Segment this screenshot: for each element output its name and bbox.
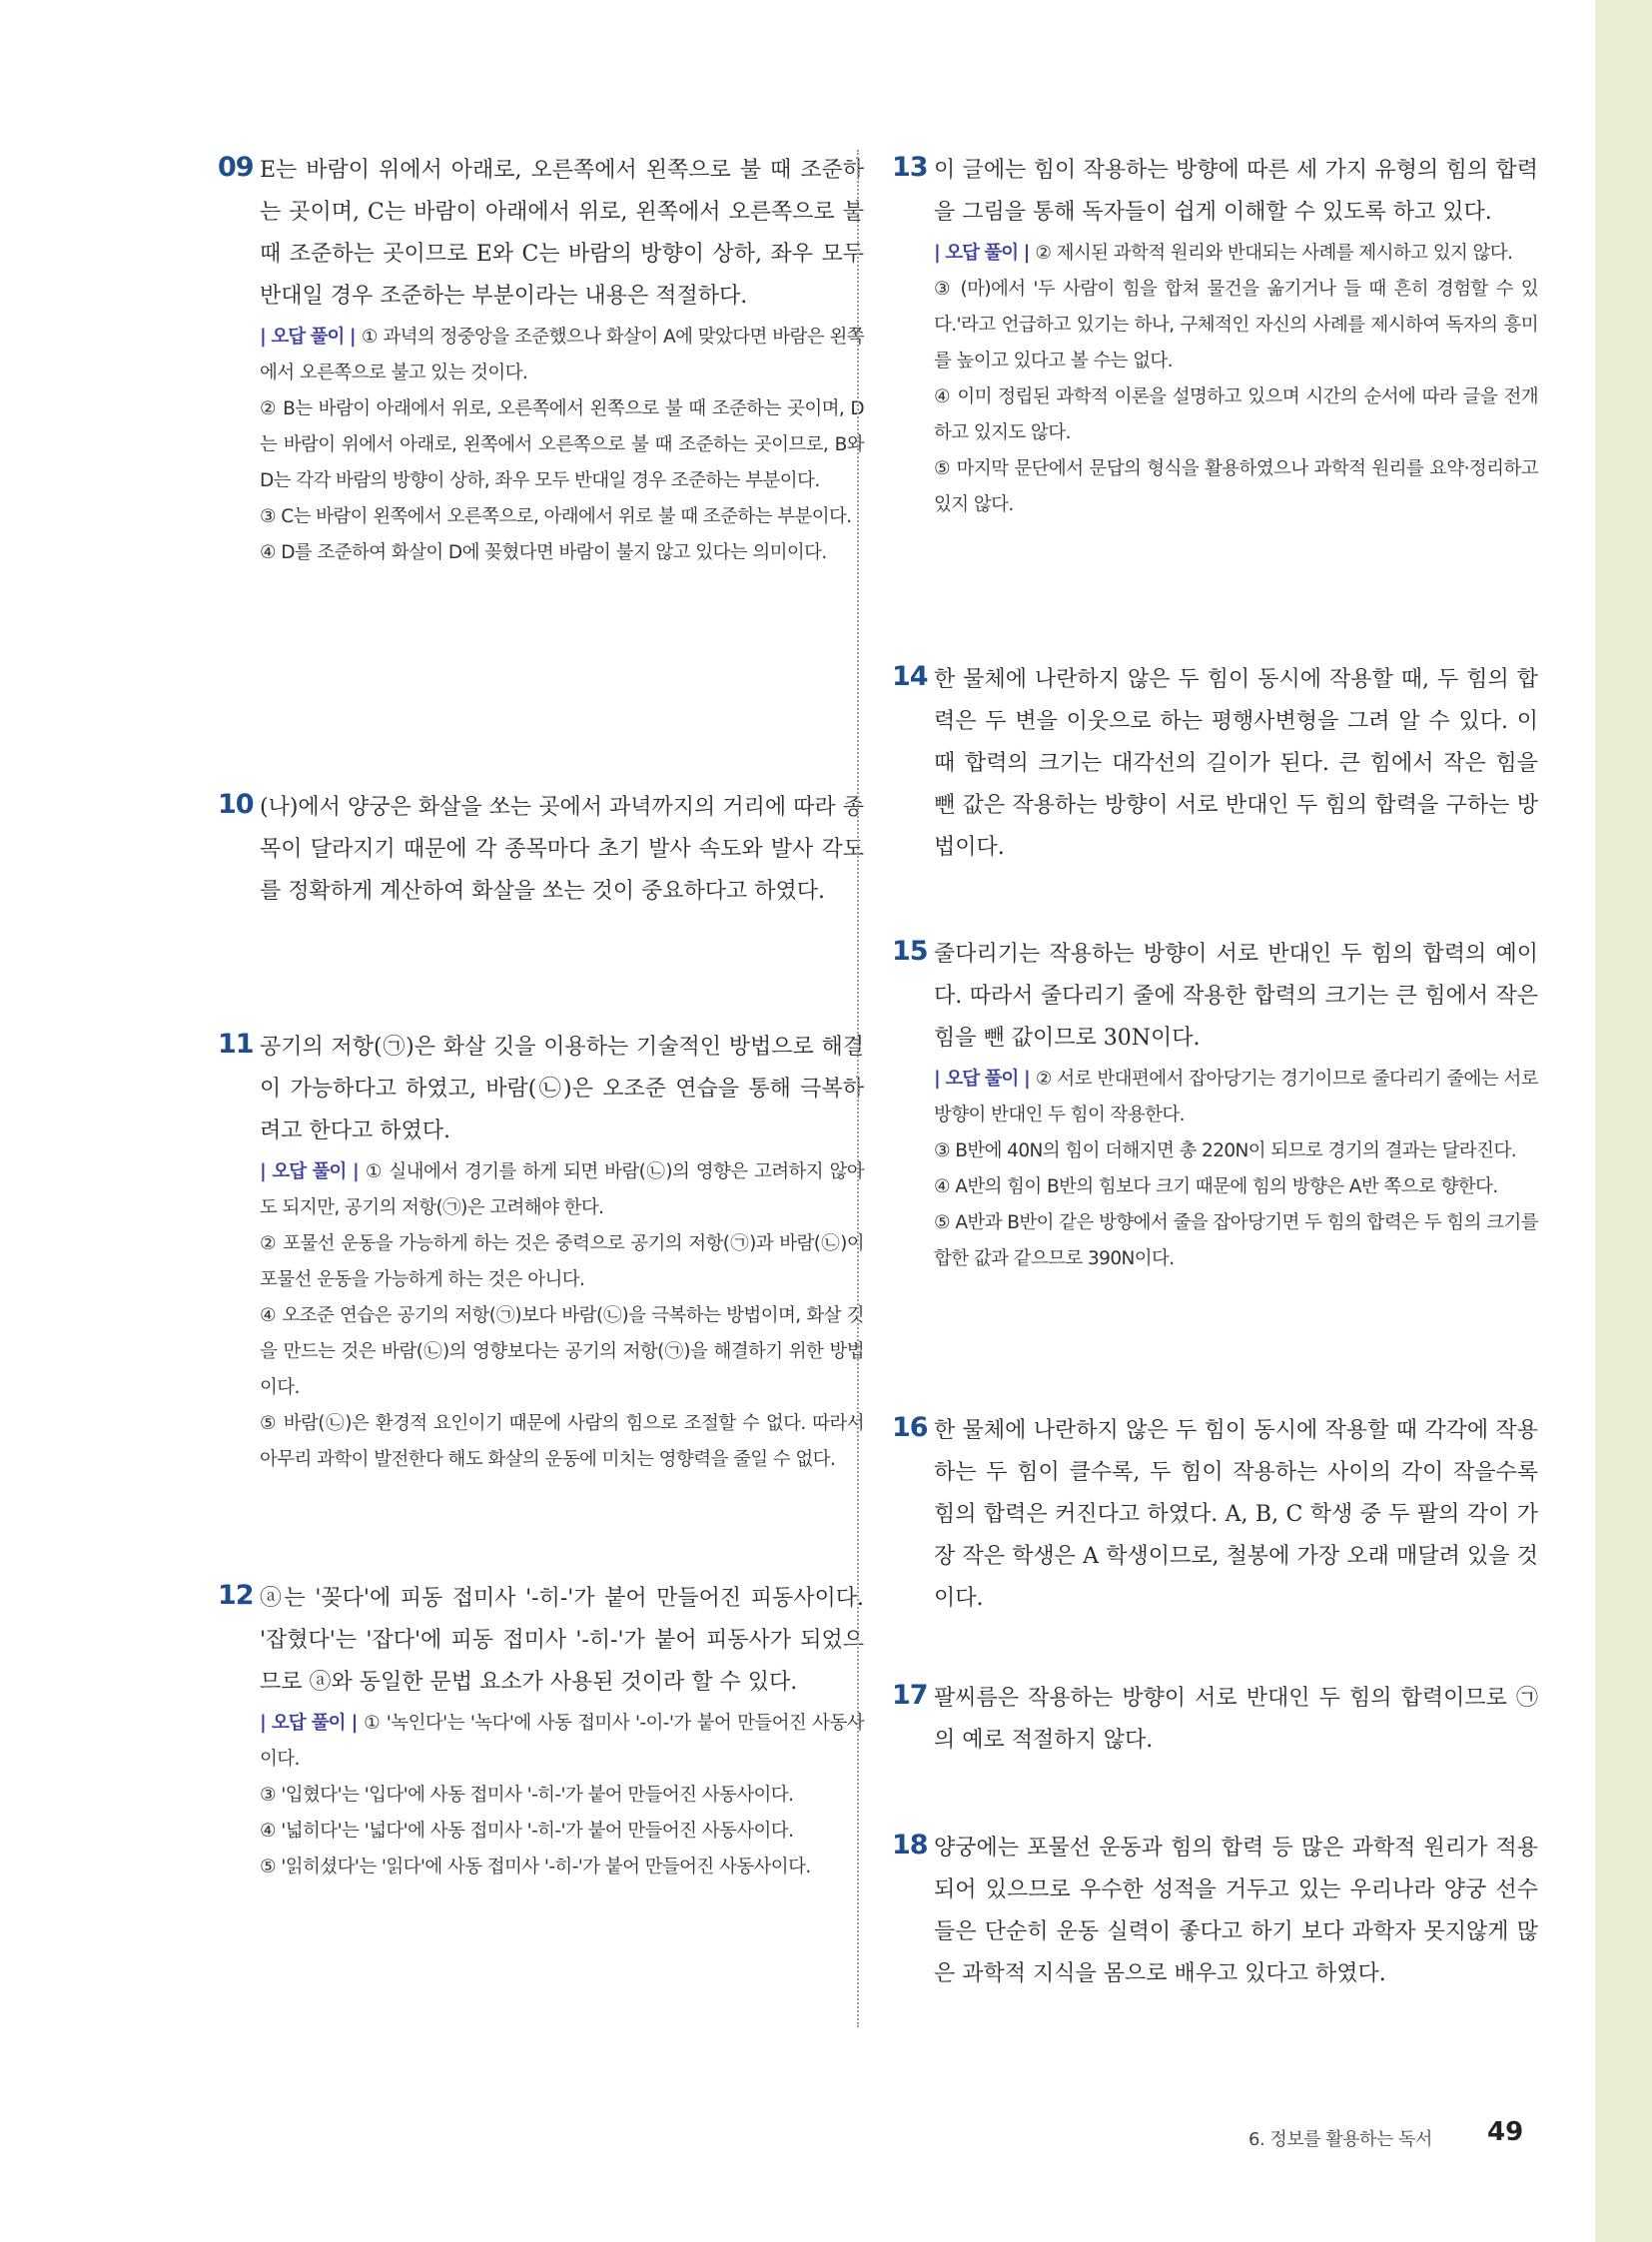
wrong-answer-label: | 오답 풀이 |	[260, 327, 356, 348]
question-number: 14	[892, 661, 928, 692]
wrong-note: ④ A반의 힘이 B반의 힘보다 크기 때문에 힘의 방향은 A반 쪽으로 향한다.	[934, 1176, 1498, 1197]
answer-14	[892, 659, 1538, 869]
wrong-note: ② B는 바람이 아래에서 위로, 오른쪽에서 왼쪽으로 불 때 조준하는 곳이며, D는 바람이 위에서 아래로, 왼쪽에서 오른쪽으로 불 때 조준하는 곳이므로, B와 D는 각각 바람의 방향이 상하, 좌우 모두 반대일 경우 조준하는 부분이다.	[260, 398, 864, 491]
wrong-note: ④ 이미 정립된 과학적 이론을 설명하고 있으며 시간의 순서에 따라 글을 전개하고 있지도 않다.	[934, 386, 1538, 443]
question-number: 11	[218, 1029, 254, 1060]
column-divider	[857, 150, 859, 2027]
wrong-note: ⑤ A반과 B반이 같은 방향에서 줄을 잡아당기면 두 힘의 합력은 두 힘의 크기를 합한 값과 같으므로 390N이다.	[934, 1212, 1538, 1269]
wrong-note: ④ 오조준 연습은 공기의 저항(㉠)보다 바람(㉡)을 극복하는 방법이며, 화살 깃을 만드는 것은 바람(㉡)의 영향보다는 공기의 저항(㉠)을 해결하기 위한 방법이다.	[260, 1305, 864, 1398]
question-number: 17	[892, 1680, 928, 1711]
answer-09	[218, 150, 864, 571]
answer-explanation: ⓐ는 '꽂다'에 피동 접미사 '-히-'가 붙어 만들어진 피동사이다. '잡혔다'는 '잡다'에 피동 접미사 '-히-'가 붙어 피동사가 되었으므로 ⓐ와 동일한 문법 요소가 사용된 것이라 할 수 있다.	[260, 1586, 864, 1695]
question-number: 13	[892, 152, 928, 183]
answer-12	[218, 1578, 864, 1885]
answer-17	[892, 1678, 1538, 1762]
answer-explanation: 한 물체에 나란하지 않은 두 힘이 동시에 작용할 때, 두 힘의 합력은 두 변을 이웃으로 하는 평행사변형을 그려 알 수 있다. 이때 합력의 크기는 대각선의 길이가 된다. 큰 힘에서 작은 힘을 뺀 값은 작용하는 방향이 서로 반대인 두 힘의 합력을 구하는 방법이다.	[934, 667, 1538, 860]
answer-explanation: 이 글에는 힘이 작용하는 방향에 따른 세 가지 유형의 힘의 합력을 그림을 통해 독자들이 쉽게 이해할 수 있도록 하고 있다.	[934, 158, 1538, 225]
wrong-note: ③ (마)에서 '두 사람이 힘을 합쳐 물건을 옮기거나 들 때 흔히 경험할 수 있다.'라고 언급하고 있기는 하나, 구체적인 자신의 사례를 제시하여 독자의 흥미를 높이고 있다고 볼 수는 없다.	[934, 279, 1538, 372]
question-number: 18	[892, 1830, 928, 1861]
wrong-note: | 오답 풀이 | ① 실내에서 경기를 하게 되면 바람(㉡)의 영향은 고려하지 않아도 되지만, 공기의 저항(㉠)은 고려해야 한다.	[260, 1161, 864, 1218]
question-number: 15	[892, 936, 928, 967]
answer-15	[892, 934, 1538, 1277]
wrong-answer-label: | 오답 풀이 |	[934, 243, 1030, 264]
answer-16	[892, 1410, 1538, 1620]
wrong-note: ③ B반에 40N의 힘이 더해지면 총 220N이 되므로 경기의 결과는 달라진다.	[934, 1140, 1516, 1161]
wrong-note: ⑤ 마지막 문단에서 문답의 형식을 활용하였으나 과학적 원리를 요약·정리하고 있지 않다.	[934, 458, 1538, 515]
wrong-note: ③ '입혔다'는 '입다'에 사동 접미사 '-히-'가 붙어 만들어진 사동사이다.	[260, 1785, 794, 1806]
answer-explanation: 양궁에는 포물선 운동과 힘의 합력 등 많은 과학적 원리가 적용되어 있으므로 우수한 성적을 거두고 있는 우리나라 양궁 선수들은 단순히 운동 실력이 좋다고 하기 보다 과학자 못지않게 많은 과학적 지식을 몸으로 배우고 있다고 하였다.	[934, 1836, 1538, 1986]
page-number: 49	[1487, 2117, 1524, 2147]
wrong-answer-notes	[934, 1062, 1538, 1277]
wrong-note: ⑤ '읽히셨다'는 '읽다'에 사동 접미사 '-히-'가 붙어 만들어진 사동사이다.	[260, 1857, 811, 1877]
answer-explanation: 팔씨름은 작용하는 방향이 서로 반대인 두 힘의 합력이므로 ㉠의 예로 적절하지 않다.	[934, 1686, 1538, 1753]
footer-section-title: 6. 정보를 활용하는 독서	[1248, 2129, 1432, 2150]
wrong-answer-label: | 오답 풀이 |	[934, 1069, 1030, 1090]
side-color-band	[1595, 0, 1652, 2242]
answer-explanation: 한 물체에 나란하지 않은 두 힘이 동시에 작용할 때 각각에 작용하는 두 힘이 클수록, 두 힘이 작용하는 사이의 각이 작을수록 힘의 합력은 커진다고 하였다. A, B, C 학생 중 두 팔의 각이 가장 작은 학생은 A 학생이므로, 철봉에 가장 오래 매달려 있을 것이다.	[934, 1418, 1538, 1611]
answer-explanation: (나)에서 양궁은 화살을 쏘는 곳에서 과녁까지의 거리에 따라 종목이 달라지기 때문에 각 종목마다 초기 발사 속도와 발사 각도를 정확하게 계산하여 화살을 쏘는 것이 중요하다고 하였다.	[260, 795, 864, 904]
answer-explanation: 공기의 저항(㉠)은 화살 깃을 이용하는 기술적인 방법으로 해결이 가능하다고 하였고, 바람(㉡)은 오조준 연습을 통해 극복하려고 한다고 하였다.	[260, 1035, 864, 1143]
answer-11	[218, 1027, 864, 1478]
wrong-answer-label: | 오답 풀이 |	[260, 1161, 359, 1182]
answer-explanation: 줄다리기는 작용하는 방향이 서로 반대인 두 힘의 합력의 예이다. 따라서 줄다리기 줄에 작용한 합력의 크기는 큰 힘에서 작은 힘을 뺀 값이므로 30N이다.	[934, 942, 1538, 1051]
wrong-note: ③ C는 바람이 왼쪽에서 오른쪽으로, 아래에서 위로 불 때 조준하는 부분이다.	[260, 506, 852, 527]
answer-18	[892, 1828, 1538, 1995]
wrong-answer-notes	[260, 320, 864, 571]
wrong-answer-notes	[260, 1154, 864, 1478]
wrong-note: | 오답 풀이 | ② 서로 반대편에서 잡아당기는 경기이므로 줄다리기 줄에는 서로 방향이 반대인 두 힘이 작용한다.	[934, 1069, 1539, 1125]
wrong-note: | 오답 풀이 | ① '녹인다'는 '녹다'에 사동 접미사 '-이-'가 붙어 만들어진 사동사이다.	[260, 1713, 864, 1770]
wrong-note: | 오답 풀이 | ② 제시된 과학적 원리와 반대되는 사례를 제시하고 있지 않다.	[934, 243, 1513, 264]
question-number: 12	[218, 1580, 254, 1611]
wrong-note: ④ '넓히다'는 '넓다'에 사동 접미사 '-히-'가 붙어 만들어진 사동사이다.	[260, 1821, 794, 1842]
question-number: 16	[892, 1412, 928, 1443]
wrong-answer-label: | 오답 풀이 |	[260, 1713, 358, 1734]
wrong-note: ② 포물선 운동을 가능하게 하는 것은 중력으로 공기의 저항(㉠)과 바람(㉡)이 포물선 운동을 가능하게 하는 것은 아니다.	[260, 1233, 864, 1290]
answer-explanation: E는 바람이 위에서 아래로, 오른쪽에서 왼쪽으로 불 때 조준하는 곳이며, C는 바람이 아래에서 위로, 왼쪽에서 오른쪽으로 불 때 조준하는 곳이므로 E와 C는 바람의 방향이 상하, 좌우 모두 반대일 경우 조준하는 부분이라는 내용은 적절하다.	[260, 158, 864, 309]
question-number: 10	[218, 789, 254, 820]
answer-10	[218, 787, 864, 913]
wrong-answer-notes	[260, 1706, 864, 1885]
wrong-answer-notes	[934, 236, 1538, 523]
wrong-note: ④ D를 조준하여 화살이 D에 꽂혔다면 바람이 불지 않고 있다는 의미이다.	[260, 542, 827, 563]
answer-13	[892, 150, 1538, 523]
wrong-note: | 오답 풀이 | ① 과녁의 정중앙을 조준했으나 화살이 A에 맞았다면 바람은 왼쪽에서 오른쪽으로 불고 있는 것이다.	[260, 327, 864, 383]
wrong-note: ⑤ 바람(㉡)은 환경적 요인이기 때문에 사람의 힘으로 조절할 수 없다. 따라서 아무리 과학이 발전한다 해도 화살의 운동에 미치는 영향력을 줄일 수 없다.	[260, 1413, 864, 1470]
question-number: 09	[218, 152, 254, 183]
